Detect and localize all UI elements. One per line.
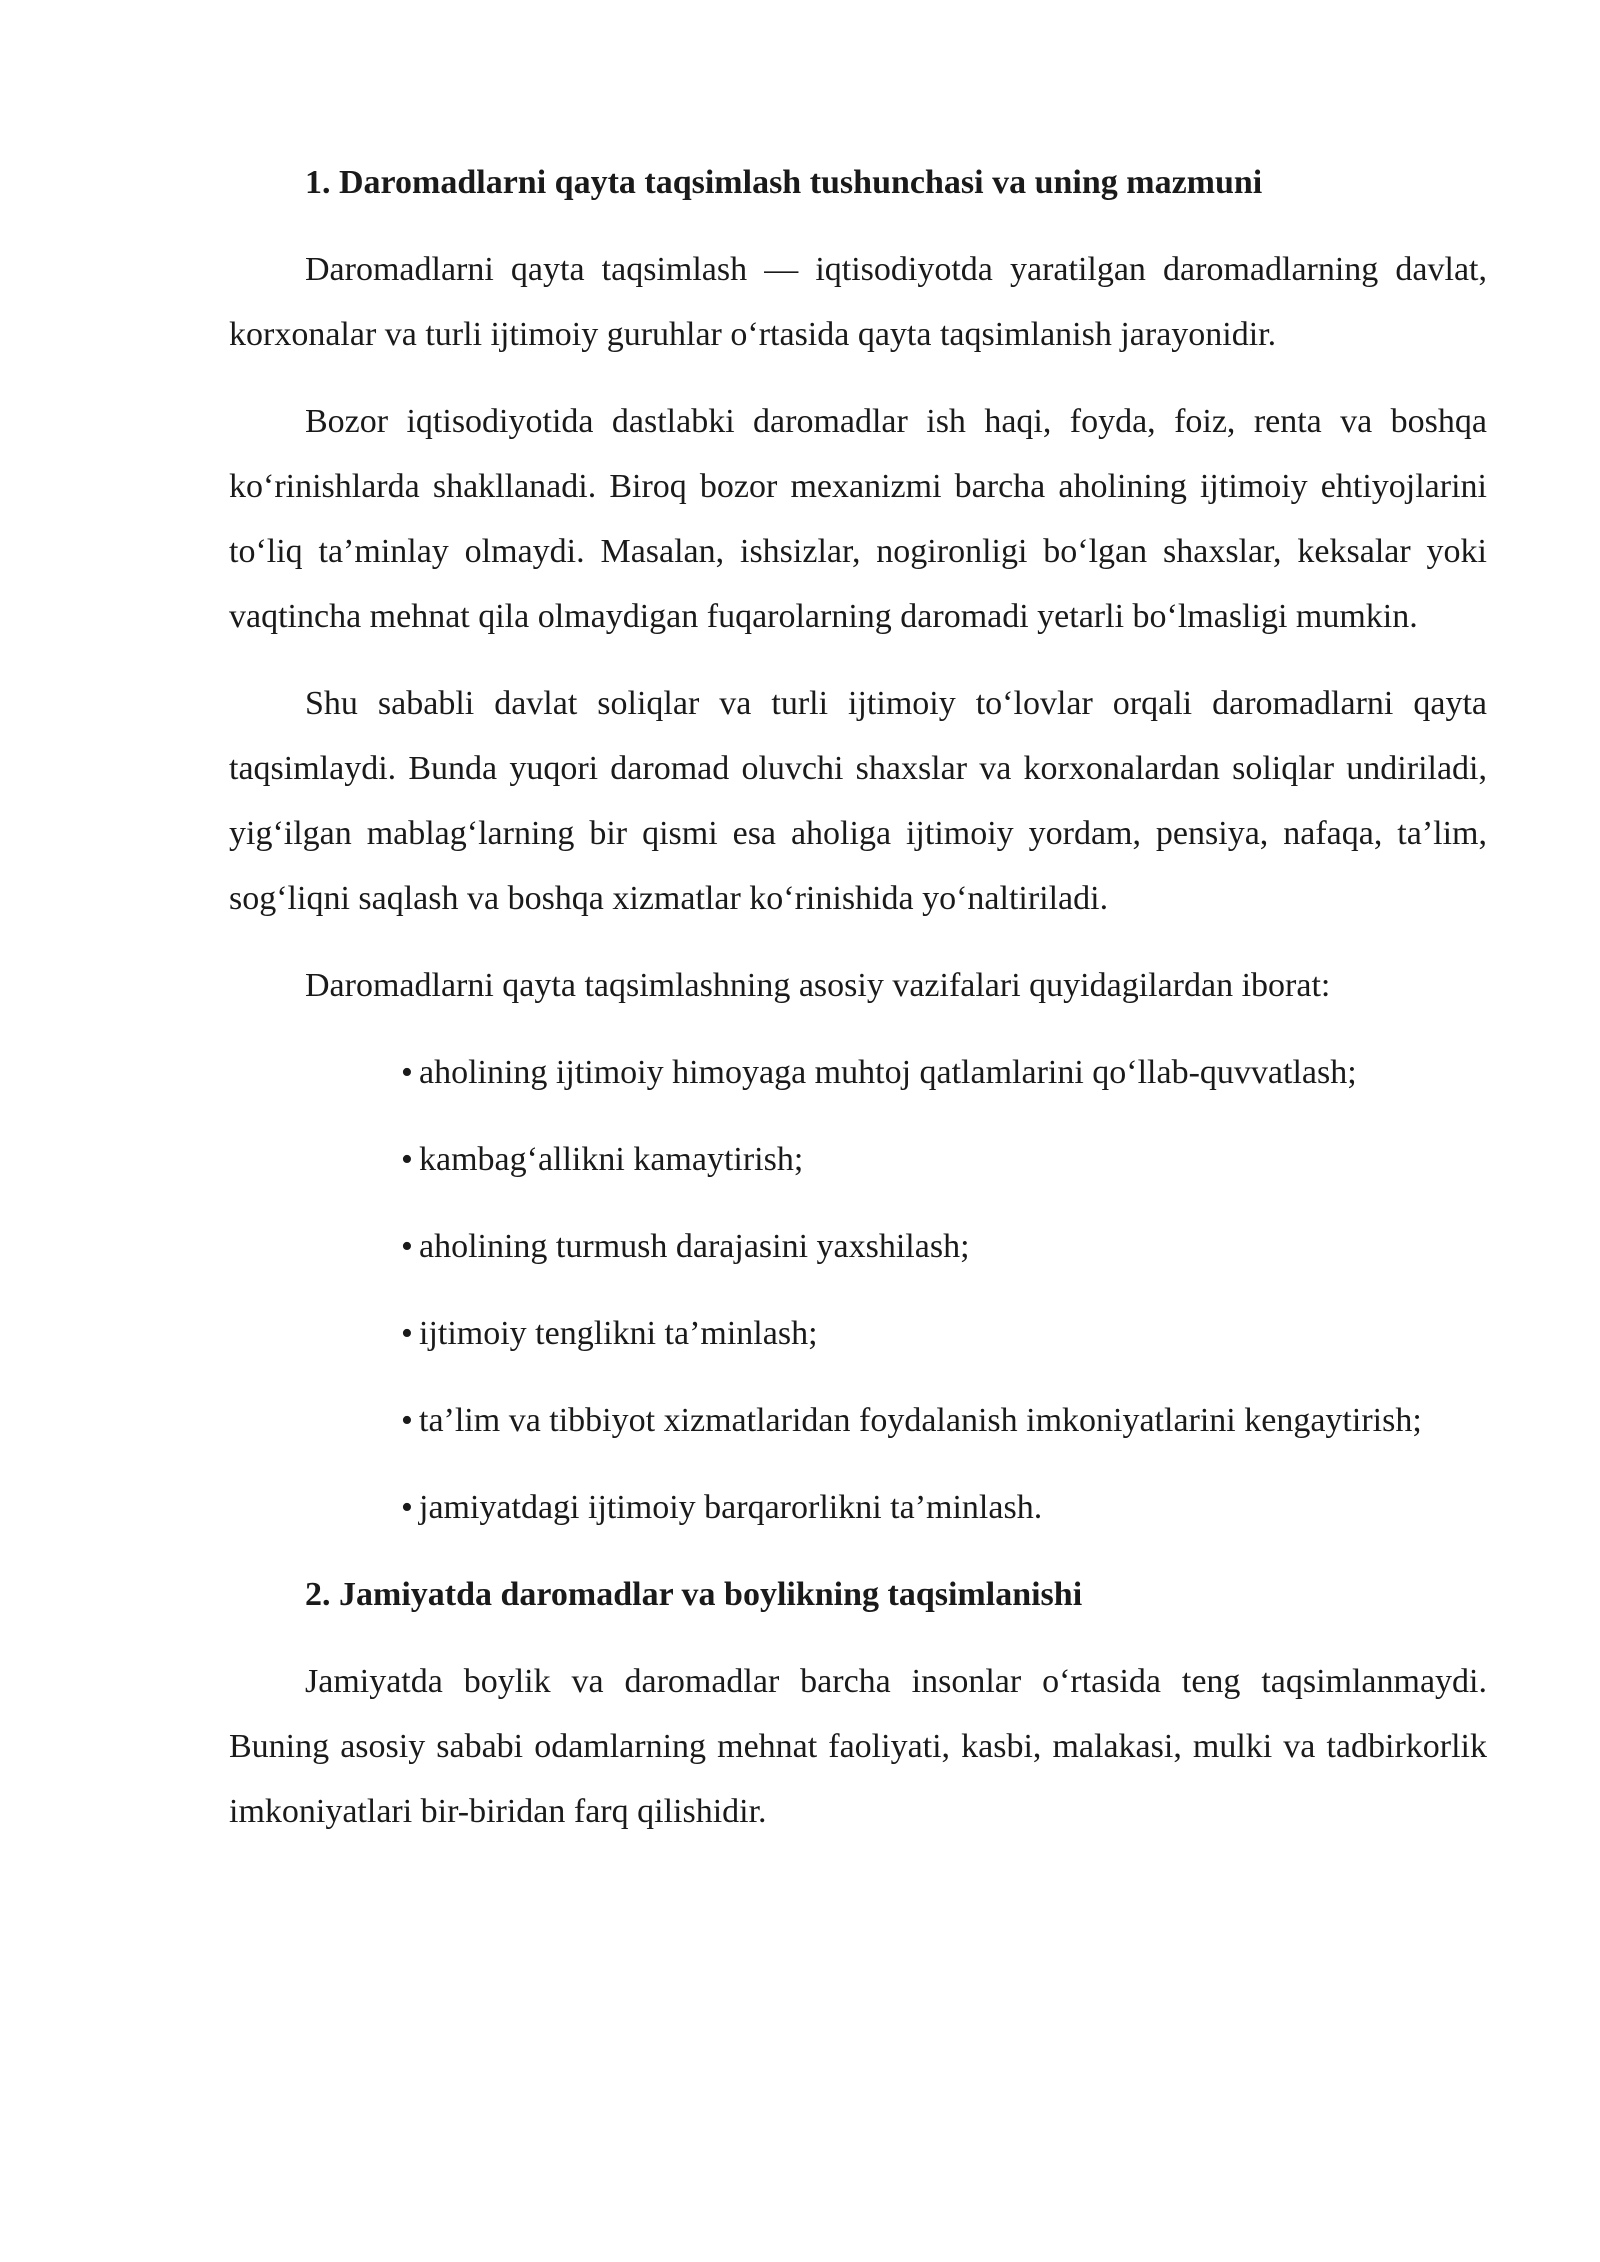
bullet-icon: • (401, 1054, 413, 1091)
section-2-paragraph-1: Jamiyatda boylik va daromadlar barcha insonlar o‘rtasida teng taqsimlanmaydi. Buning asosiy sababi odamlarning mehnat faoliyati, kasbi, malakasi, mulki va tadbirkorlik imkoniyatlari bir-biridan farq qilishidir. (229, 1663, 1487, 1830)
list-item-text: aholining ijtimoiy himoyaga muhtoj qatlamlarini qo‘llab-quvvatlash; (419, 1054, 1357, 1091)
list-item-text: ijtimoiy tenglikni ta’minlash; (419, 1315, 818, 1352)
bullet-icon: • (401, 1228, 413, 1265)
functions-list (229, 1040, 1487, 1540)
section-1-paragraph-1: Daromadlarni qayta taqsimlash — iqtisodiyotda yaratilgan daromadlarning davlat, korxonalar va turli ijtimoiy guruhlar o‘rtasida qayta taqsimlanish jarayonidir. (229, 251, 1487, 353)
list-item-text: kambag‘allikni kamaytirish; (419, 1141, 804, 1178)
list-item (326, 1301, 1487, 1366)
list-item (326, 1388, 1487, 1453)
list-item (326, 1475, 1487, 1540)
list-item (326, 1127, 1487, 1192)
section-1-paragraph-3: Shu sababli davlat soliqlar va turli ijtimoiy to‘lovlar orqali daromadlarni qayta taqsimlaydi. Bunda yuqori daromad oluvchi shaxslar va korxonalardan soliqlar undiriladi, yig‘ilgan mablag‘larning bir qismi esa aholiga ijtimoiy yordam, pensiya, nafaqa, ta’lim, sog‘liqni saqlash va boshqa xizmatlar ko‘rinishida yo‘naltiriladi. (229, 685, 1487, 917)
section-1-heading: 1. Daromadlarni qayta taqsimlash tushunchasi va uning mazmuni (305, 164, 1263, 201)
bullet-icon: • (401, 1141, 413, 1178)
section-2-heading: 2. Jamiyatda daromadlar va boylikning taqsimlanishi (305, 1576, 1083, 1613)
bullet-icon: • (401, 1315, 413, 1352)
section-1-paragraph-4: Daromadlarni qayta taqsimlashning asosiy vazifalari quyidagilardan iborat: (305, 967, 1331, 1004)
list-item-text: aholining turmush darajasini yaxshilash; (419, 1228, 970, 1265)
section-1-paragraph-2: Bozor iqtisodiyotida dastlabki daromadlar ish haqi, foyda, foiz, renta va boshqa ko‘rinishlarda shakllanadi. Biroq bozor mexanizmi barcha aholining ijtimoiy ehtiyojlarini to‘liq ta’minlay olmaydi. Masalan, ishsizlar, nogironligi bo‘lgan shaxslar, keksalar yoki vaqtincha mehnat qila olmaydigan fuqarolarning daromadi yetarli bo‘lmasligi mumkin. (229, 403, 1487, 635)
list-item (326, 1040, 1487, 1105)
list-item-text: ta’lim va tibbiyot xizmatlaridan foydalanish imkoniyatlarini kengaytirish; (419, 1402, 1422, 1439)
list-item-text: jamiyatdagi ijtimoiy barqarorlikni ta’minlash. (419, 1489, 1043, 1526)
bullet-icon: • (401, 1489, 413, 1526)
bullet-icon: • (401, 1402, 413, 1439)
document-page (229, 150, 1487, 1866)
list-item (326, 1214, 1487, 1279)
